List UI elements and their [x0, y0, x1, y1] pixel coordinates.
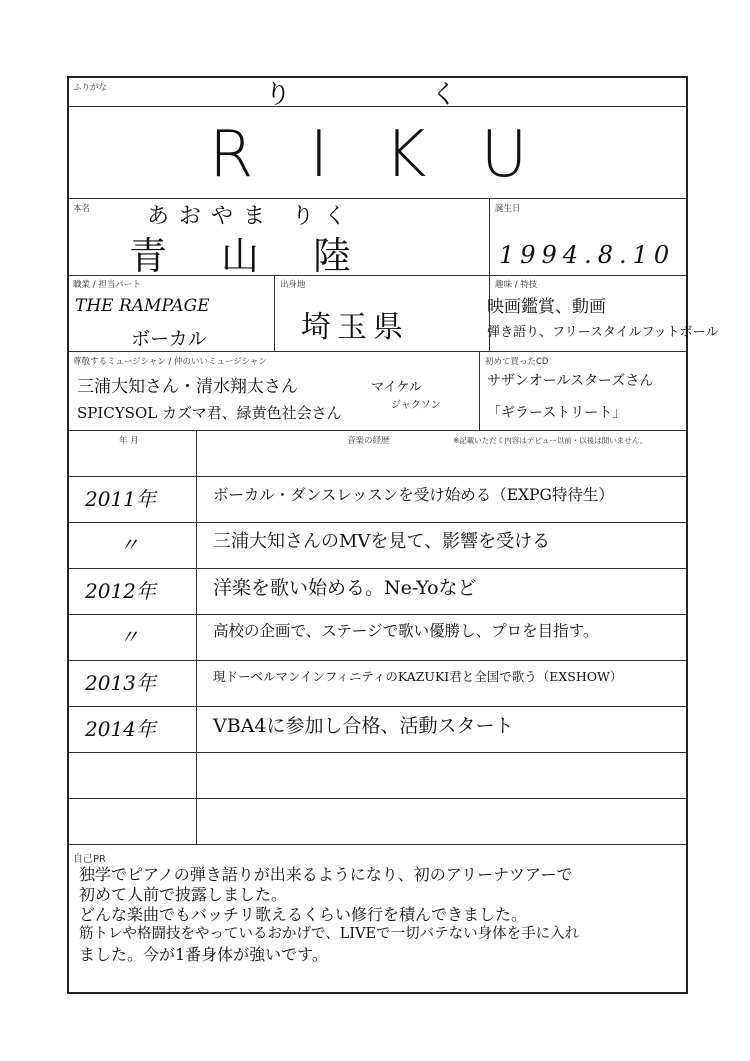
- label-birthplace: 出身地: [280, 280, 306, 290]
- label-first-cd: 初めて買ったCD: [485, 357, 549, 367]
- label-year-month: 年 月: [119, 436, 139, 446]
- rule-v: [196, 430, 197, 844]
- label-furigana: ふりがな: [73, 83, 108, 93]
- furigana-value: りく: [265, 80, 598, 110]
- occupation-line1: THE RAMPAGE: [75, 296, 210, 316]
- first-cd-line2: 「ギラーストリート」: [487, 405, 627, 421]
- history-event: 三浦大知さんのMVを見て、影響を受ける: [213, 531, 551, 552]
- history-event: 現ドーベルマンインフィニティのKAZUKI君と全国で歌う（EXSHOW）: [213, 669, 623, 684]
- label-hobby: 趣味 / 特技: [495, 280, 538, 290]
- history-year: 〃: [119, 533, 139, 557]
- rule-v: [479, 351, 480, 430]
- history-event: 洋楽を歌い始める。Ne-Yoなど: [213, 577, 477, 599]
- real-name-kana: あおやま りく: [147, 204, 356, 229]
- respected-line1c: ジャクソン: [391, 400, 441, 411]
- rule: [69, 752, 686, 753]
- real-name: 青山陸: [129, 234, 406, 278]
- rule: [69, 706, 686, 707]
- history-event: 高校の企画で、ステージで歌い優勝し、プロを目指す。: [213, 622, 599, 640]
- hobby-line1: 映画鑑賞、動画: [487, 297, 606, 317]
- label-note: ※記載いただく内容はデビュー以前・以後は問いません。: [453, 436, 648, 445]
- self-pr-line: 初めて人前で披露しました。: [79, 885, 288, 904]
- hobby-line2: 弾き語り、フリースタイルフットボール: [487, 325, 719, 340]
- first-cd-line1: サザンオールスターズさん: [487, 373, 654, 389]
- label-music-history: 音楽の経歴: [347, 436, 390, 446]
- self-pr-line: ました。今が1番身体が強いです。: [79, 945, 328, 964]
- respected-line1b: マイケル: [371, 380, 422, 395]
- rule: [69, 614, 686, 615]
- birthday-value: 1994.8.10: [499, 241, 676, 269]
- label-birthday: 誕生日: [495, 204, 521, 214]
- profile-form: [67, 76, 719, 994]
- label-self-pr: 自己PR: [73, 854, 106, 865]
- self-pr-line: 独学でピアノの弾き語りが出来るようになり、初のアリーナツアーで: [79, 865, 573, 884]
- history-event: VBA4に参加し合格、活動スタート: [213, 715, 514, 737]
- history-year: 2013年: [85, 671, 156, 695]
- rule: [69, 476, 686, 477]
- rule: [69, 660, 686, 661]
- rule-v: [274, 275, 275, 351]
- rule: [69, 798, 686, 799]
- history-year: 〃: [119, 625, 139, 649]
- occupation-line2: ボーカル: [131, 328, 207, 350]
- stage-name: RIKU: [209, 118, 584, 192]
- history-event: ボーカル・ダンスレッスンを受け始める（EXPG特待生）: [213, 486, 614, 504]
- birthplace-value: 埼玉県: [301, 310, 409, 345]
- label-real-name: 本名: [73, 204, 91, 214]
- history-year: 2012年: [85, 579, 156, 603]
- rule: [69, 522, 686, 523]
- label-respected: 尊敬するミュージシャン / 仲のいいミュージシャン: [73, 357, 267, 367]
- respected-line1: 三浦大知さん・清水翔太さん: [77, 377, 298, 397]
- respected-line2: SPICYSOL カズマ君、緑黄色社会さん: [77, 404, 342, 422]
- self-pr-line: 筋トレや格闘技をやっているおかげで、LIVEで一切バテない身体を手に入れ: [79, 926, 580, 942]
- history-year: 2011年: [85, 487, 156, 511]
- history-year: 2014年: [85, 717, 156, 741]
- rule: [69, 430, 686, 431]
- rule: [69, 568, 686, 569]
- self-pr-line: どんな楽曲でもバッチリ歌えるくらい修行を積んできました。: [79, 905, 528, 924]
- rule: [69, 351, 686, 352]
- rule: [69, 844, 686, 845]
- label-occupation: 職業 / 担当パート: [73, 280, 141, 290]
